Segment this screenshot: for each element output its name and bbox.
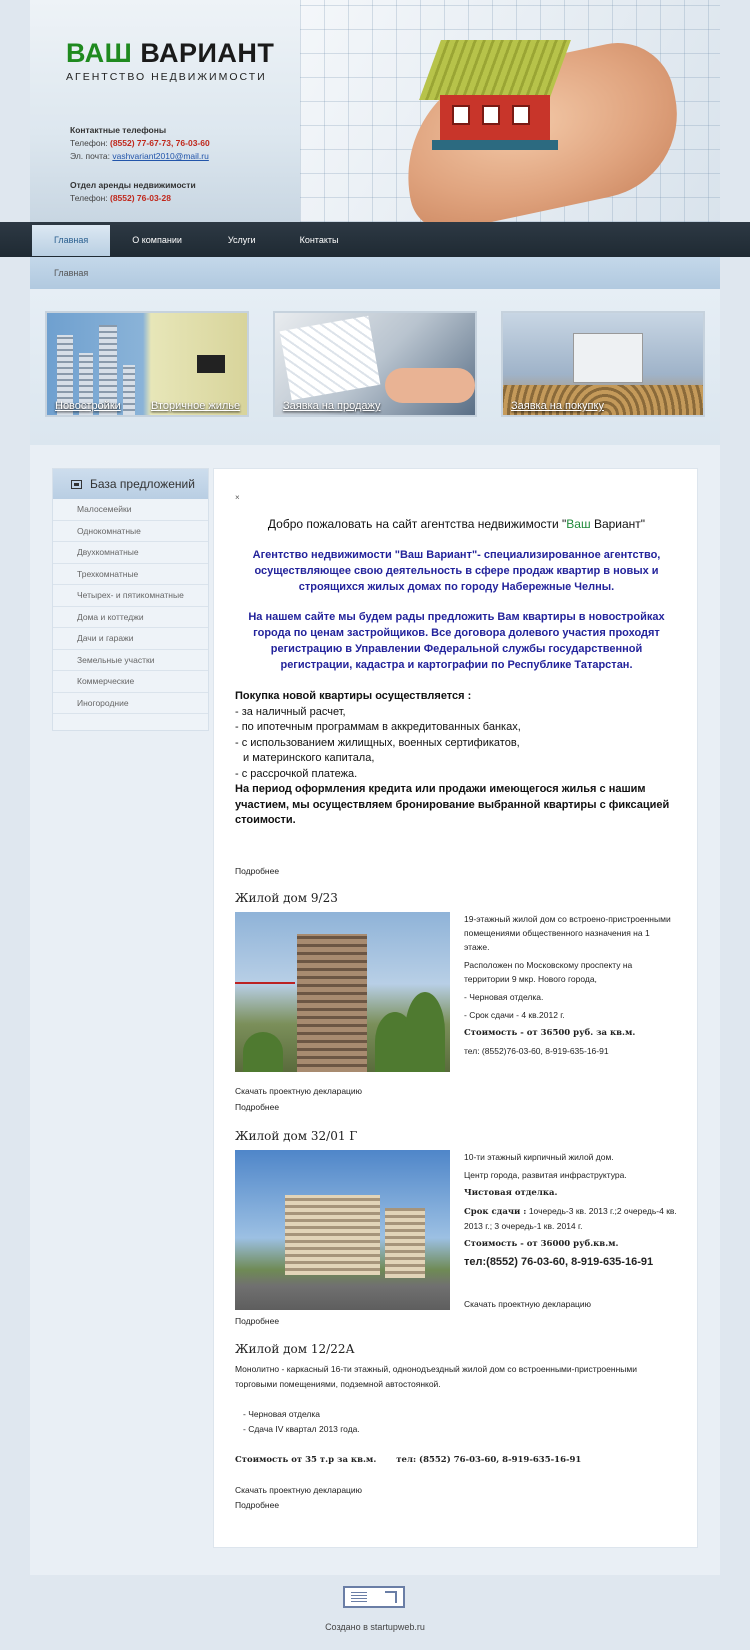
house-image (420, 40, 570, 150)
banner-secondary-label[interactable]: Вторичное жилье (151, 400, 241, 412)
sidebar-item-other-cities[interactable]: Иногородние (53, 693, 208, 715)
header (30, 0, 720, 222)
rent-heading: Отдел аренды недвижимости (70, 180, 196, 190)
sidebar (52, 468, 209, 731)
more-link[interactable]: Подробнее (235, 866, 280, 876)
property-title[interactable]: Жилой дом 32/01 Г (235, 1129, 358, 1143)
property-title[interactable]: Жилой дом 9/23 (235, 891, 338, 905)
banner-buy-request-label[interactable]: Заявка на покупку (511, 400, 604, 412)
banner-new-buildings-label[interactable]: Новостройки (55, 400, 121, 412)
intro-text-2: На нашем сайте мы будем рады предложить Вам квартиры в новостройках города по ценам застройщиков. Все договора долевого участия проходят регистрацию в Управлении Федеральной службы государственной регистрации, кадастра и картографии по Республике Татарстан. (248, 611, 665, 671)
banner-new-buildings[interactable] (45, 311, 249, 417)
more-link[interactable]: Подробнее (235, 1316, 280, 1326)
download-declaration-link[interactable]: Скачать проектную декларацию (235, 1086, 363, 1096)
nav-home[interactable]: Главная (32, 225, 110, 256)
welcome-heading: Добро пожаловать на сайт агентства недвижимости "Ваш Вариант" (267, 517, 646, 531)
contacts-phone: (8552) 77-67-73, 76-03-60 (110, 138, 210, 148)
logo[interactable] (66, 38, 274, 83)
sidebar-item-three-room[interactable]: Трехкомнатные (53, 564, 208, 586)
property-photo[interactable] (235, 912, 450, 1072)
purchase-info: Покупка новой квартиры осуществляется : - за наличный расчет, - по ипотечным программам в аккредитованных банках, - с использованием жилищных, военных сертификатов, и материнского капитала, - с рассрочкой платежа. На период оформления кредита или продажи имеющегося жилья с нашим участием, мы осуществляем бронирование выбранной квартиры с фиксацией стоимости. (235, 690, 670, 826)
nav-services[interactable]: Услуги (227, 235, 256, 245)
sidebar-item-houses[interactable]: Дома и коттеджи (53, 607, 208, 629)
sidebar-item-commercial[interactable]: Коммерческие (53, 671, 208, 693)
property-info: 10-ти этажный кирпичный жилой дом. Центр города, развитая инфраструктура. Чистовая отделка. Срок сдачи : 1очередь-3 кв. 2013 г.;2 очередь-4 кв. 2013 г.; 3 очередь-1 кв. 2014 г. Стоимость - от 36000 руб.кв.м. тел:(8552) 76-03-60, 8-919-635-16-91 (464, 1152, 677, 1268)
site (30, 0, 720, 1510)
more-link[interactable]: Подробнее (235, 1500, 280, 1510)
contacts-heading: Контактные телефоны (70, 125, 167, 135)
header-contacts: Контактные телефоны Телефон: (8552) 77-67-73, 76-03-60 Эл. почта: vashvariant2010@mail.ru Отдел аренды недвижимости Телефон: (8552) 76-03-28 (70, 125, 210, 203)
banner-sale-request-label[interactable]: Заявка на продажу (283, 400, 381, 412)
contacts-email-link[interactable]: vashvariant2010@mail.ru (112, 151, 209, 161)
sidebar-heading: База предложений (53, 469, 208, 499)
catalog-icon (71, 480, 82, 489)
nav-contacts[interactable]: Контакты (299, 235, 339, 245)
banner-sale-request[interactable] (273, 311, 477, 417)
sidebar-item-small-family[interactable]: Малосемейки (53, 499, 208, 521)
rent-phone: (8552) 76-03-28 (110, 193, 171, 203)
logo-tagline: АГЕНТСТВО НЕДВИЖИМОСТИ (66, 71, 267, 83)
breadcrumb-home[interactable]: Главная (54, 268, 89, 278)
close-icon[interactable]: × (235, 493, 240, 502)
property-info: 19-этажный жилой дом со встроено-пристроенными помещениями общественного назначения на 1 этаже. Расположен по Московскому проспекту на территории 9 мкр. Нового города, - Черновая отделка. - Срок сдачи - 4 кв.2012 г. Стоимость - от 36500 руб. за кв.м. тел: (8552)76-03-60, 8-919-635-16-91 (464, 914, 671, 1056)
property-info: Монолитно - каркасный 16-ти этажный, однонодъездный жилой дом со встроенными-пристроенными торговыми помещениями, подземной автостоянкой. - Черновая отделка - Сдача IV квартал 2013 года. Стоимость от 35 т.р за кв.м. тел: (8552) 76-03-60, 8-919-635-16-91 Скачать проектную декларацию Подробнее (235, 1362, 680, 1513)
sidebar-item-one-room[interactable]: Однокомнатные (53, 521, 208, 543)
startupweb-logo[interactable] (343, 1586, 405, 1608)
intro-text: Агентство недвижимости "Ваш Вариант"- специализированное агентство, осуществляющее свою деятельность в сфере продаж квартир в новых и строящихся жилых домах по городу Набережные Челны. (252, 549, 661, 593)
content (213, 468, 698, 1548)
property-title[interactable]: Жилой дом 12/22А (235, 1342, 355, 1356)
nav-about[interactable]: О компании (132, 235, 182, 245)
property-photo[interactable] (235, 1150, 450, 1310)
sidebar-item-land[interactable]: Земельные участки (53, 650, 208, 672)
sidebar-item-two-room[interactable]: Двухкомнатные (53, 542, 208, 564)
sidebar-item-dachas[interactable]: Дачи и гаражи (53, 628, 208, 650)
banner-strip (30, 289, 720, 445)
sidebar-item-four-five-room[interactable]: Четырех- и пятикомнатные (53, 585, 208, 607)
download-declaration-link[interactable]: Скачать проектную декларацию (464, 1299, 592, 1309)
breadcrumb (30, 257, 720, 289)
main-nav (0, 222, 750, 257)
more-link[interactable]: Подробнее (235, 1102, 280, 1112)
download-declaration-link[interactable]: Скачать проектную декларацию (235, 1485, 363, 1495)
logo-title: ВАШ ВАРИАНТ (66, 38, 275, 68)
banner-buy-request[interactable] (501, 311, 705, 417)
footer-credit[interactable]: Создано в startupweb.ru (325, 1622, 425, 1632)
